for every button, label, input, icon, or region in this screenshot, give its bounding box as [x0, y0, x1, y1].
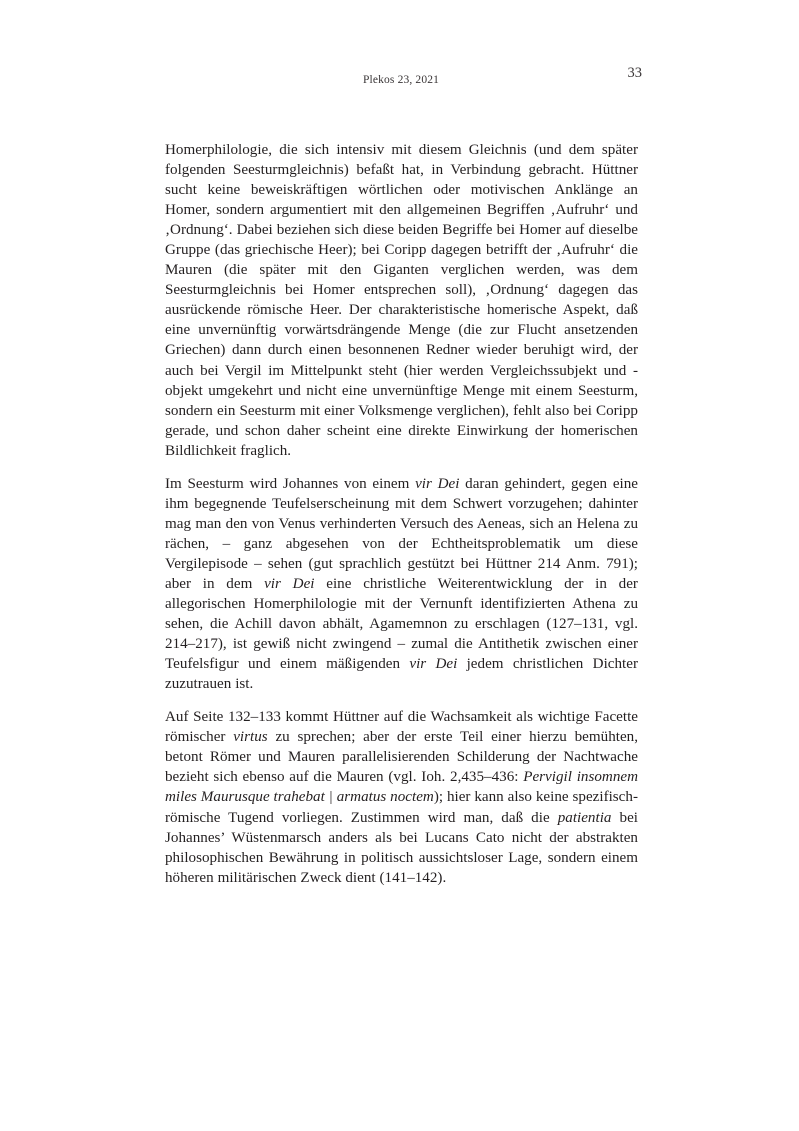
body-paragraph — [165, 707, 638, 887]
italic-run: patientia — [557, 809, 612, 826]
text-run: bei Johannes’ Wüstenmarsch anders als bei Lucans Cato nicht der abstrakten philosophischen Bewährung in politisch aussichtsloser Lage, sondern einem höheren militärischen Zweck dient (141–142). — [165, 809, 638, 886]
page-number: 33 — [627, 65, 642, 81]
text-run: jedem christlichen Dichter zuzutrauen ist. — [165, 656, 638, 693]
italic-run: vir Dei — [415, 475, 460, 492]
text-run: eine christliche Weiterentwicklung der in der allegorischen Homerphilologie mit der Vernunft identifizierten Athena zu sehen, die Achill davon abhält, Agamemnon zu erschlagen (127–131, vgl. 214–217), ist gewiß nicht zwingend – zumal die Antithetik zwischen einer Teufelsfigur und einem mäßigenden — [165, 575, 638, 673]
body-paragraph — [165, 474, 638, 695]
text-run: zu sprechen; aber der erste Teil einer hierzu bemühten, betont Römer und Mauren parallelisierenden Schilderung der Nachtwache bezieht sich ebenso auf die Mauren (vgl. Ioh. 2,435–436: — [165, 729, 639, 786]
text-run: daran gehindert, gegen eine ihm begegnende Teufelserscheinung mit dem Schwert vorzugehen; dahinter mag man den von Venus verhinderten Versuch des Aeneas, sich an Helena zu rächen, – ganz abgesehen von der Echtheitsproblematik um diese Vergilepisode – sehen (gut sprachlich gestützt bei Hüttner 214 Anm. 791); aber in dem — [165, 475, 639, 592]
body-paragraph — [165, 140, 638, 461]
running-head — [165, 65, 642, 94]
text-run: ); hier kann also keine spezifisch-römische Tugend vorliegen. Zustimmen wird man, daß die — [165, 789, 638, 826]
text-run: Auf Seite 132–133 kommt Hüttner auf die Wachsamkeit als wichtige Facette römischer — [165, 709, 638, 746]
italic-run: virtus — [233, 729, 268, 746]
italic-run: Pervigil insomnem miles Maurusque trahebat | armatus noctem — [165, 769, 638, 806]
italic-run: vir Dei — [409, 656, 458, 673]
italic-run: vir Dei — [264, 575, 315, 592]
text-run: Im Seesturm wird Johannes von einem — [165, 475, 416, 492]
running-head-title: Plekos 23, 2021 — [362, 74, 440, 86]
body-text-block — [165, 140, 638, 888]
text-run: Homerphilologie, die sich intensiv mit diesem Gleichnis (und dem später folgenden Seesturmgleichnis) befaßt hat, in Verbindung gebracht. Hüttner sucht keine beweiskräftigen wörtlichen oder motivischen Anklänge an Homer, sondern argumentiert mit den allgemeinen Begriffen ‚Aufruhr‘ und ‚Ordnung‘. Dabei beziehen sich diese beiden Begriffe bei Homer auf dieselbe Gruppe (das griechische Heer); bei Coripp dagegen betrifft der ‚Aufruhr‘ die Mauren (die später mit den Giganten verglichen werden, was dem Seesturmgleichnis bei Homer entsprechen soll), ‚Ordnung‘ dagegen das ausrückende römische Heer. Der charakteristische homerische Aspekt, daß eine unvernünftig vorwärtsdrängende Menge (die zur Flucht ansetzenden Griechen) dann durch einen besonnenen Redner wieder beruhigt wird, der auch bei Vergil im Mittelpunkt steht (hier werden Vergleichssubjekt und -objekt umgekehrt und nicht eine unvernünftige Menge mit einem Seesturm, sondern ein Seesturm mit einer Volksmenge verglichen), fehlt also bei Coripp gerade, und schon daher scheint eine direkte Einwirkung der homerischen Bildlichkeit fraglich. — [165, 142, 638, 459]
